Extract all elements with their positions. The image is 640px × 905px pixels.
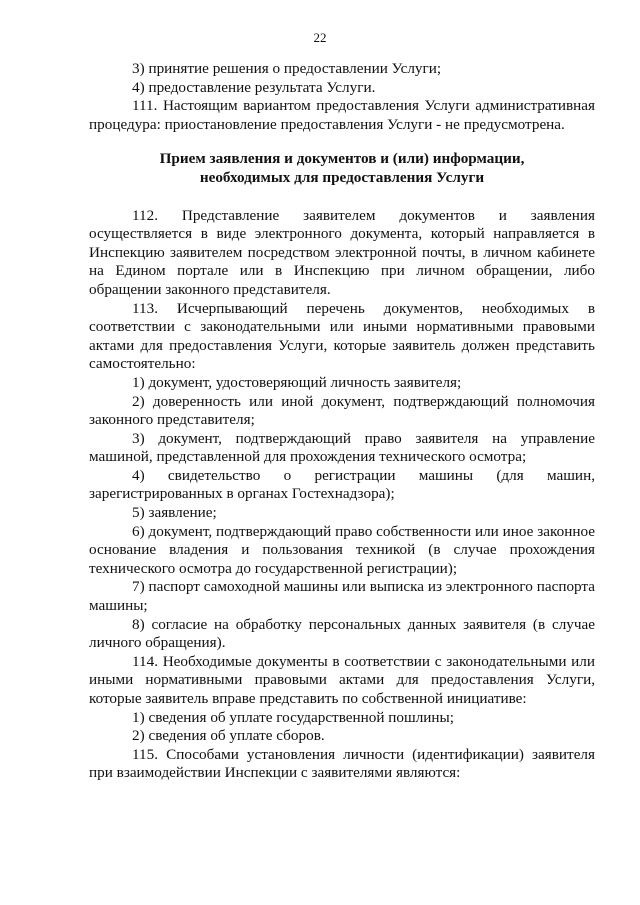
paragraph: 111. Настоящим вариантом предоставления Услуги административная процедура: приостановление предоставления Услуги - не предусмотрена. <box>89 97 595 133</box>
list-item: 4) свидетельство о регистрации машины (для машин, зарегистрированных в органах Гостехнадзора); <box>89 466 595 503</box>
paragraph: 112. Представление заявителем документов и заявления осуществляется в виде электронного документа, который направляется в Инспекцию заявителем посредством электронной почты, в личном кабинете на Едином портале или в Инспекцию при личном обращении, либо обращении законного представителя. <box>89 206 595 298</box>
paragraph: 115. Способами установления личности (идентификации) заявителя при взаимодействии Инспекции с заявителями являются: <box>89 745 595 782</box>
list-item: 8) согласие на обработку персональных данных заявителя (в случае личного обращения). <box>89 615 595 652</box>
section-heading-line: необходимых для предоставления Услуги <box>199 168 485 186</box>
list-item: 3) документ, подтверждающий право заявителя на управление машиной, представленной для прохождения технического осмотра; <box>89 429 595 466</box>
paragraph: 3) принятие решения о предоставлении Услуги; <box>132 60 442 77</box>
list-item: 1) документ, удостоверяющий личность заявителя; <box>132 373 462 391</box>
document-body <box>89 60 595 783</box>
paragraph: 4) предоставление результата Услуги. <box>132 78 376 96</box>
list-item: 2) сведения об уплате сборов. <box>132 727 325 745</box>
list-item: 6) документ, подтверждающий право собственности или иное законное основание владения и пользования техникой (в случае прохождения технического осмотра до государственной регистрации); <box>89 522 595 577</box>
list-item: 2) доверенность или иной документ, подтверждающий полномочия законного представителя; <box>89 392 595 429</box>
list-item: 7) паспорт самоходной машины или выписка из электронного паспорта машины; <box>89 578 595 615</box>
paragraph: 114. Необходимые документы в соответствии с законодательными или иными нормативными правовыми актами для предоставления Услуги, которые заявитель вправе представить по собственной инициативе: <box>89 652 595 707</box>
section-heading-line: Прием заявления и документов и (или) информации, <box>159 150 525 168</box>
list-item: 1) сведения об уплате государственной пошлины; <box>132 708 454 726</box>
section-heading <box>89 150 595 187</box>
list-item: 5) заявление; <box>132 504 217 522</box>
page-number: 22 <box>313 30 327 45</box>
paragraph: 113. Исчерпывающий перечень документов, необходимых в соответствии с законодательными или иными нормативными правовыми актами для предоставления Услуги, которые заявитель должен представить самостоятельно: <box>89 299 595 373</box>
